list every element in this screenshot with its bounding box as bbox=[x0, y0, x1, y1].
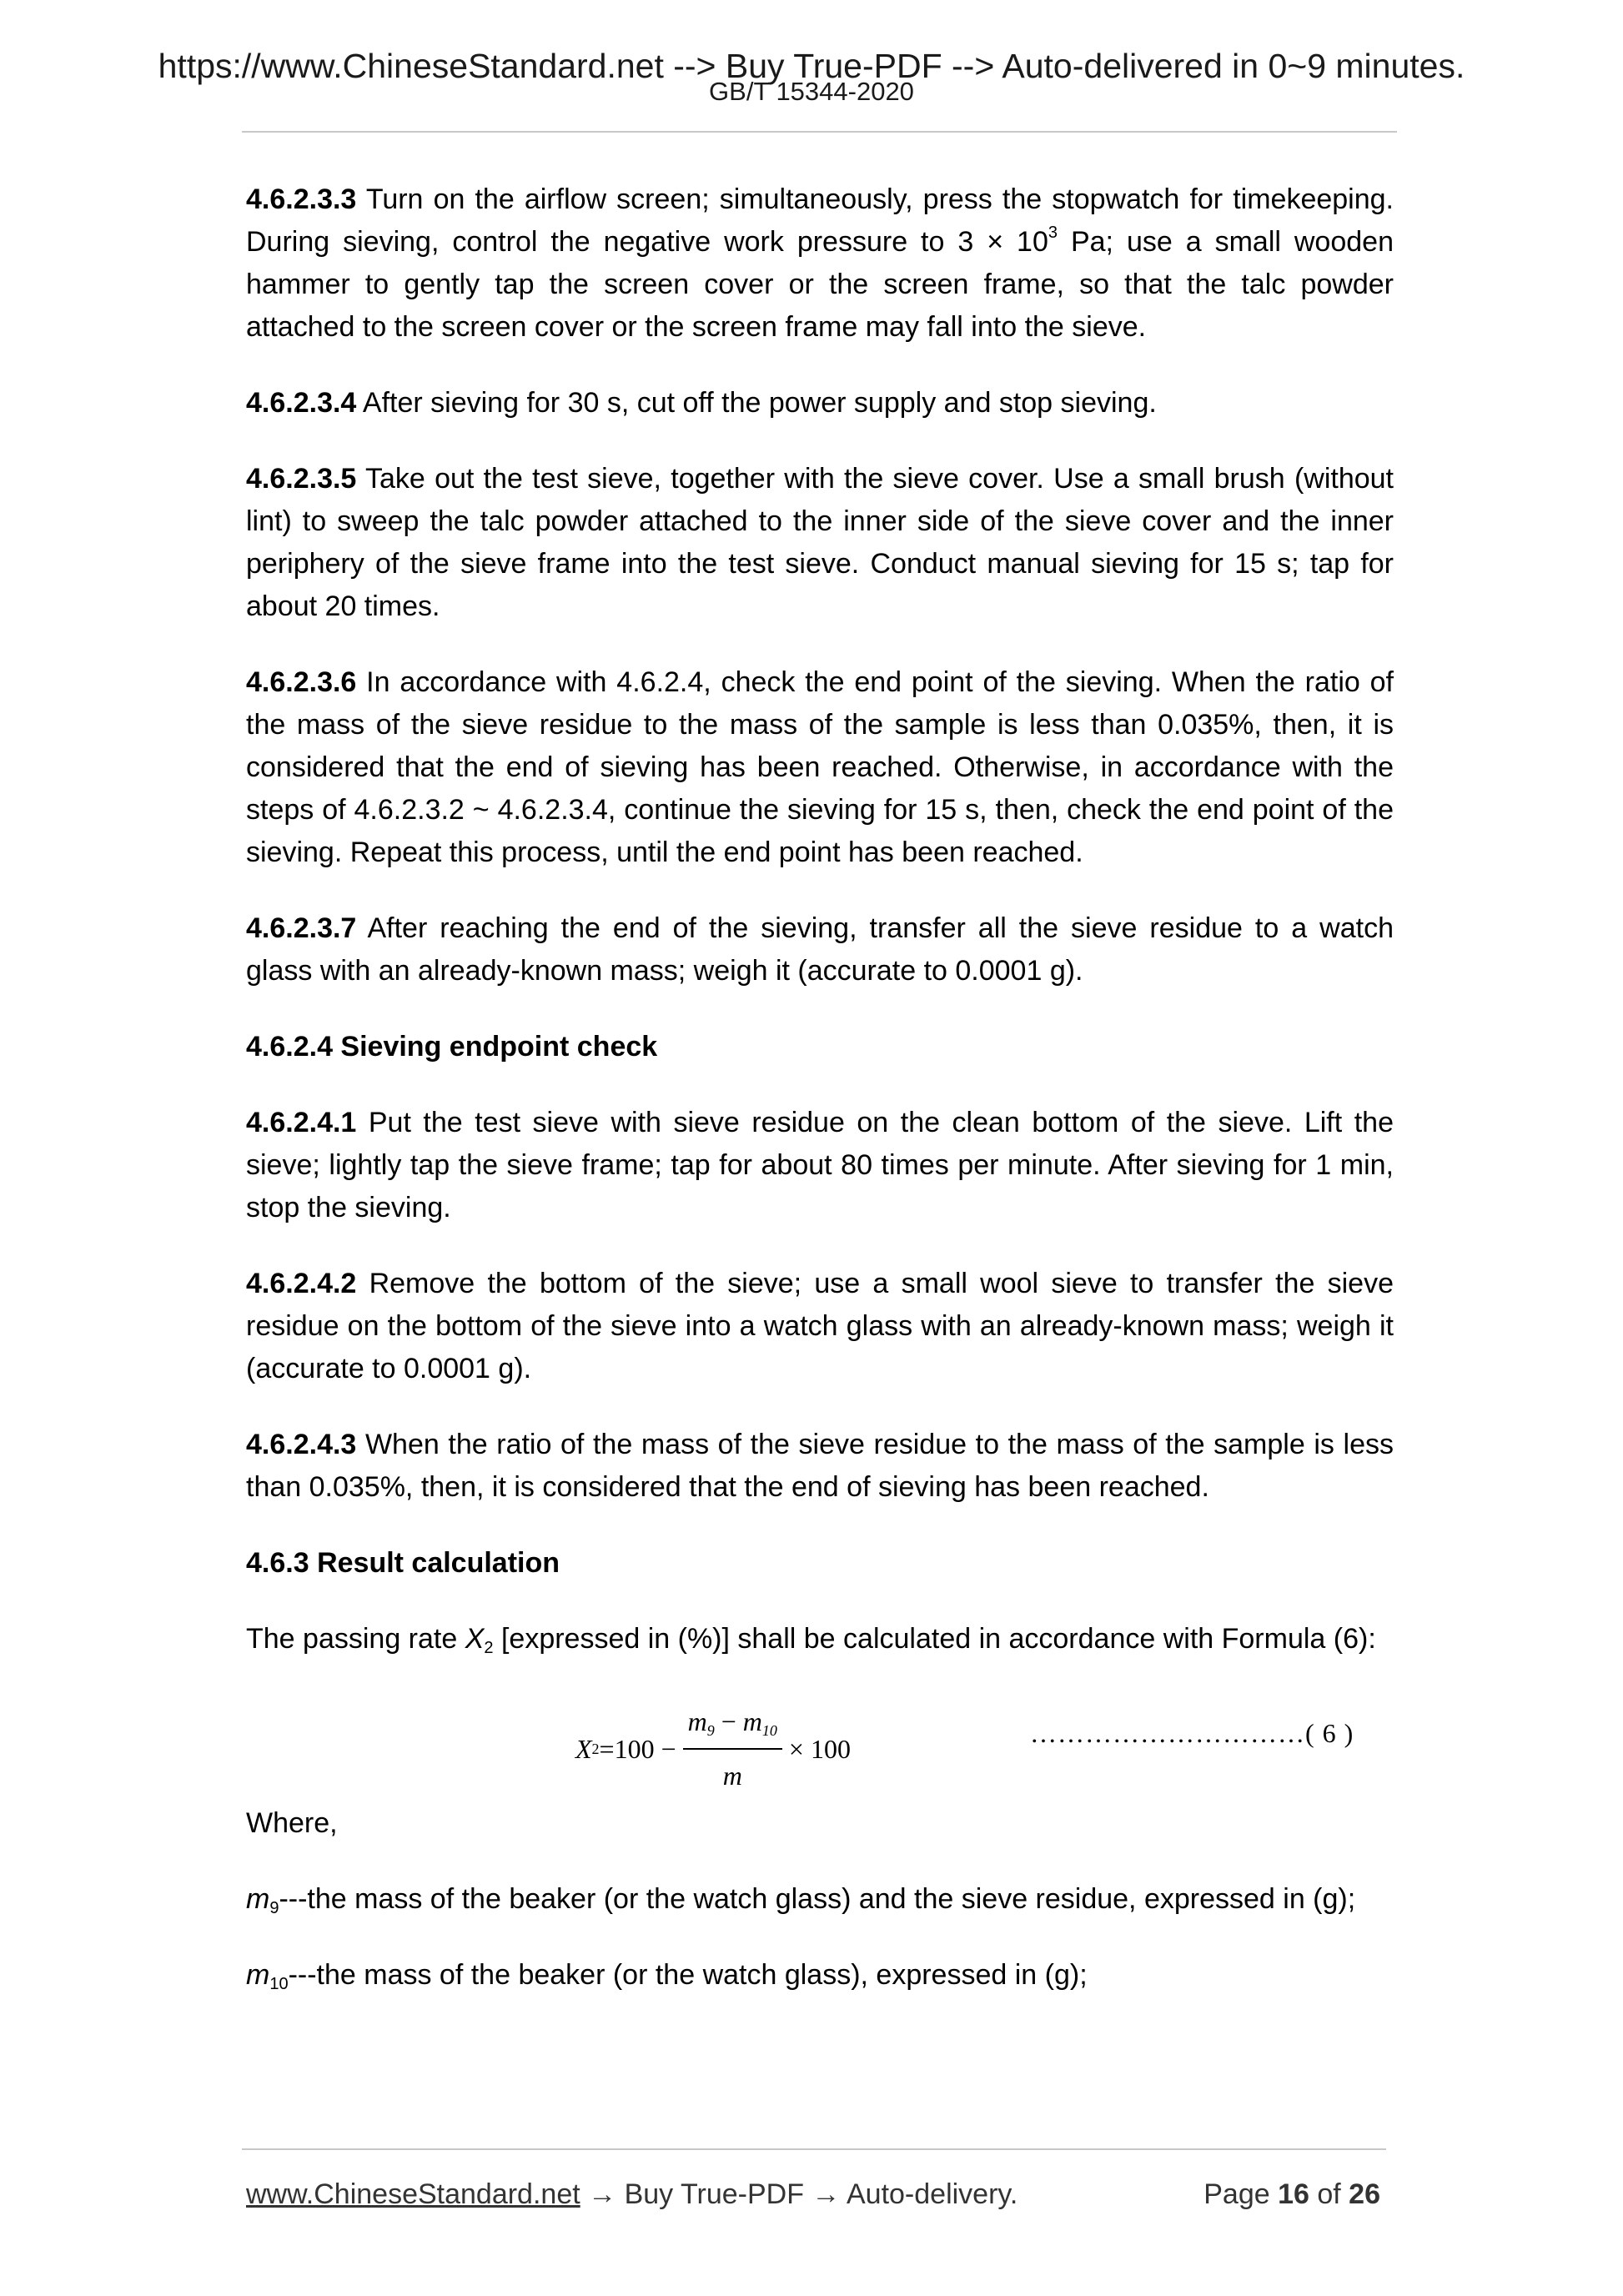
numerator-m10-sub: 10 bbox=[761, 1722, 777, 1739]
formula-lhs: X bbox=[575, 1733, 592, 1764]
clause-4-6-2-3-6 bbox=[246, 661, 1394, 874]
clause-4-6-2-3-5 bbox=[246, 458, 1394, 628]
formula-const: =100 − bbox=[599, 1733, 676, 1764]
where-label: Where, bbox=[246, 1807, 338, 1839]
clause-text: Put the test sieve with sieve residue on the clean bottom of the sieve. Lift the sieve; lightly tap the sieve frame; tap for about 80 times per minute. After sieving for 1 min, stop the sieving. bbox=[246, 1107, 1394, 1223]
clause-text: After sieving for 30 s, cut off the power supply and stop sieving. bbox=[356, 387, 1157, 419]
page-number bbox=[1203, 2177, 1380, 2212]
definition-m10 bbox=[246, 1954, 1394, 1997]
clause-text: Remove the bottom of the sieve; use a small wool sieve to transfer the sieve residue on the bottom of the sieve into a watch glass with an already-known mass; weigh it (accurate to 0.0001 g). bbox=[246, 1268, 1394, 1384]
numerator-m9: m bbox=[687, 1706, 707, 1736]
fraction-numerator bbox=[683, 1701, 782, 1750]
clause-4-6-2-4-2 bbox=[246, 1263, 1394, 1390]
total-pages: 26 bbox=[1349, 2178, 1380, 2210]
section-heading: 4.6.3 Result calculation bbox=[246, 1547, 560, 1579]
symbol-m: m bbox=[246, 1883, 270, 1915]
header-divider bbox=[242, 131, 1397, 133]
fraction-denominator: m bbox=[722, 1761, 742, 1791]
symbol-sub: 9 bbox=[269, 1899, 279, 1917]
formula-fraction bbox=[683, 1701, 782, 1797]
clause-number: 4.6.2.4.2 bbox=[246, 1268, 357, 1299]
variable-subscript: 2 bbox=[484, 1639, 494, 1657]
variable-x: X bbox=[465, 1623, 485, 1655]
formula-6 bbox=[246, 1677, 1394, 1791]
symbol-m: m bbox=[246, 1959, 270, 1991]
numerator-m9-sub: 9 bbox=[706, 1722, 715, 1739]
numerator-minus: − bbox=[714, 1706, 743, 1736]
definition-m9 bbox=[246, 1878, 1394, 1921]
clause-4-6-2-3-4 bbox=[246, 382, 1394, 425]
footer-divider bbox=[242, 2148, 1386, 2150]
definition-text: ---the mass of the beaker (or the watch glass), expressed in (g); bbox=[288, 1959, 1088, 1991]
intro-text-cont: [expressed in (%)] shall be calculated in accordance with Formula (6): bbox=[493, 1623, 1376, 1655]
definition-text: ---the mass of the beaker (or the watch glass) and the sieve residue, expressed in (g); bbox=[279, 1883, 1356, 1915]
clause-4-6-2-4-1 bbox=[246, 1102, 1394, 1229]
document-body bbox=[246, 178, 1394, 2030]
clause-text-cont: Pa; use a small wooden hammer to gently tap the screen cover or the screen frame, so that the talc powder attached to the screen cover or the screen frame may fall into the sieve. bbox=[246, 226, 1394, 343]
clause-4-6-2-3-3 bbox=[246, 178, 1394, 349]
formula-intro bbox=[246, 1618, 1394, 1660]
clause-number: 4.6.2.4.3 bbox=[246, 1429, 357, 1460]
heading-4-6-3 bbox=[246, 1542, 1394, 1585]
heading-4-6-2-4 bbox=[246, 1026, 1394, 1068]
clause-number: 4.6.2.4.1 bbox=[246, 1107, 357, 1138]
header-banner: https://www.ChineseStandard.net --> Buy True-PDF --> Auto-delivered in 0~9 minutes. bbox=[158, 47, 1465, 85]
formula-times: × 100 bbox=[788, 1733, 851, 1764]
numerator-m10: m bbox=[742, 1706, 762, 1736]
footer-promo-text: → Buy True-PDF → Auto-delivery. bbox=[580, 2178, 1018, 2210]
page-label: Page bbox=[1203, 2178, 1279, 2210]
clause-text: In accordance with 4.6.2.4, check the end point of the sieving. When the ratio of the mass of the sieve residue to the mass of the sample is less than 0.035%, then, it is considered that the end of sieving has been reached. Otherwise, in accordance with the steps of 4.6.2.3.2 ~ 4.6.2.3.4, continue the sieving for 15 s, then, check the end point of the sieving. Repeat this process, until the end point has been reached. bbox=[246, 666, 1394, 868]
footer-promo bbox=[246, 2177, 1018, 2212]
clause-number: 4.6.2.3.5 bbox=[246, 463, 357, 495]
formula-number: …………………………( 6 ) bbox=[1030, 1718, 1354, 1748]
clause-number: 4.6.2.3.6 bbox=[246, 666, 357, 698]
intro-text: The passing rate bbox=[246, 1623, 465, 1655]
exponent: 3 bbox=[1048, 224, 1058, 242]
clause-text: When the ratio of the mass of the sieve residue to the mass of the sample is less than 0.035%, then, it is considered that the end of sieving has been reached. bbox=[246, 1429, 1394, 1503]
of-label: of bbox=[1309, 2178, 1349, 2210]
standard-code: GB/T 15344-2020 bbox=[709, 77, 914, 106]
section-heading: 4.6.2.4 Sieving endpoint check bbox=[246, 1031, 658, 1063]
clause-4-6-2-3-7 bbox=[246, 907, 1394, 992]
footer-site-link[interactable]: www.ChineseStandard.net bbox=[246, 2178, 580, 2210]
symbol-sub: 10 bbox=[269, 1975, 289, 1993]
clause-4-6-2-4-3 bbox=[246, 1424, 1394, 1509]
formula-expression: X 2 =100 − $\frac{m_9 - m_{10}}{m}$ × 100 bbox=[575, 1701, 851, 1797]
clause-text: After reaching the end of the sieving, transfer all the sieve residue to a watch glass with an already-known mass; weigh it (accurate to 0.0001 g). bbox=[246, 912, 1394, 987]
clause-text: Turn on the airflow screen; simultaneously, press the stopwatch for timekeeping. During sieving, control the negative work pressure to 3 × 10 bbox=[246, 183, 1394, 258]
clause-number: 4.6.2.3.7 bbox=[246, 912, 357, 944]
clause-number: 4.6.2.3.3 bbox=[246, 183, 357, 215]
current-page: 16 bbox=[1278, 2178, 1309, 2210]
clause-number: 4.6.2.3.4 bbox=[246, 387, 357, 419]
clause-text: Take out the test sieve, together with the sieve cover. Use a small brush (without lint) to sweep the talc powder attached to the inner side of the sieve cover and the inner periphery of the sieve frame into the test sieve. Conduct manual sieving for 15 s; tap for about 20 times. bbox=[246, 463, 1394, 622]
